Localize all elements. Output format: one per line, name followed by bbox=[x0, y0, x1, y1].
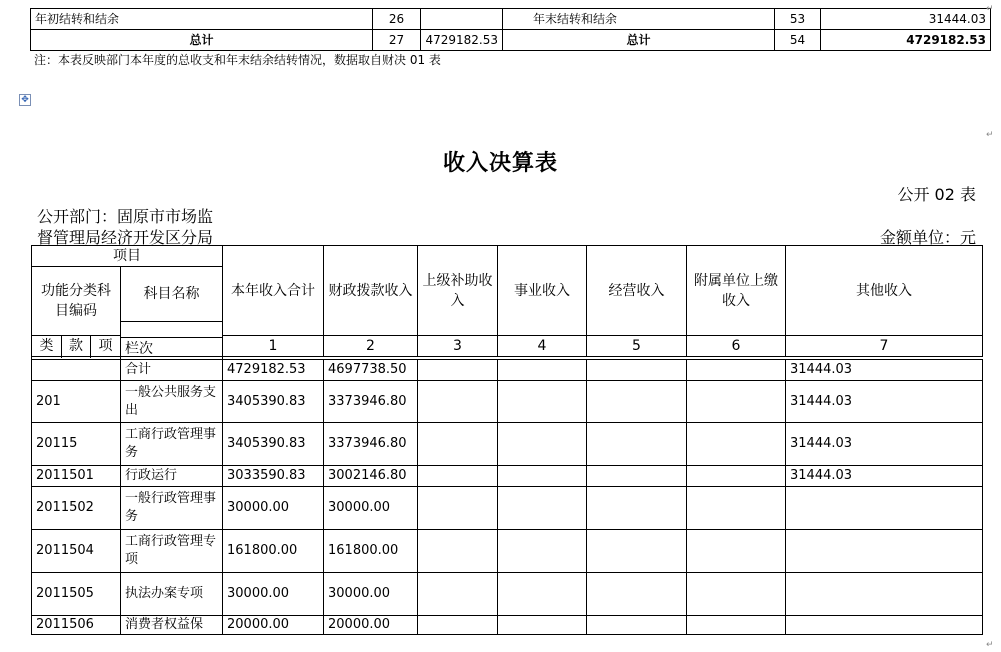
header-col-7: 其他收入 bbox=[786, 246, 983, 336]
header-col-6: 附属单位上缴收入 bbox=[687, 246, 786, 336]
col-num-4: 4 bbox=[498, 336, 587, 357]
subject-name: 工商行政管理专项 bbox=[121, 530, 223, 573]
subject-name: 行政运行 bbox=[121, 466, 223, 487]
empty-cell bbox=[687, 423, 786, 466]
col-num-1: 1 bbox=[223, 336, 324, 357]
empty-cell bbox=[498, 616, 587, 635]
value-c1: 20000.00 bbox=[223, 616, 324, 635]
subject-name: 工商行政管理事务 bbox=[121, 423, 223, 466]
summary-left-no: 27 bbox=[373, 30, 421, 51]
value-c7 bbox=[786, 616, 983, 635]
col-num-3: 3 bbox=[418, 336, 498, 357]
subject-code: 20115 bbox=[32, 423, 121, 466]
table-row bbox=[32, 530, 983, 573]
header-item: 项目 bbox=[32, 246, 223, 267]
empty-cell bbox=[498, 487, 587, 530]
value-c2: 20000.00 bbox=[324, 616, 418, 635]
empty-cell bbox=[418, 530, 498, 573]
empty-cell bbox=[687, 573, 786, 616]
value-c2: 161800.00 bbox=[324, 530, 418, 573]
value-c7: 31444.03 bbox=[786, 381, 983, 423]
table-move-handle-icon[interactable]: ✥ bbox=[19, 94, 31, 106]
subject-code: 201 bbox=[32, 381, 121, 423]
empty-cell bbox=[223, 338, 983, 360]
table-row bbox=[31, 30, 991, 51]
subject-code: 2011502 bbox=[32, 487, 121, 530]
header-lei: 类 bbox=[32, 336, 62, 357]
table-row bbox=[32, 616, 983, 635]
header-col-4: 事业收入 bbox=[498, 246, 587, 336]
header-col-5: 经营收入 bbox=[587, 246, 687, 336]
value-c2: 30000.00 bbox=[324, 487, 418, 530]
table-row bbox=[32, 487, 983, 530]
empty-cell bbox=[418, 487, 498, 530]
empty-cell bbox=[32, 338, 121, 360]
empty-cell bbox=[32, 360, 121, 381]
empty-cell bbox=[498, 466, 587, 487]
department-line-2: 督管理局经济开发区分局 bbox=[37, 228, 214, 247]
header-kuan: 款 bbox=[62, 336, 91, 357]
empty-cell bbox=[587, 573, 687, 616]
value-c1: 30000.00 bbox=[223, 573, 324, 616]
summary-right-amount: 4729182.53 bbox=[821, 30, 991, 51]
table-row bbox=[32, 423, 983, 466]
value-c1: 161800.00 bbox=[223, 530, 324, 573]
empty-cell bbox=[418, 466, 498, 487]
summary-right-label: 年末结转和结余 bbox=[503, 9, 775, 30]
page-title: 收入决算表 bbox=[442, 150, 558, 176]
paragraph-mark: ↵ bbox=[986, 4, 994, 14]
total-label: 合计 bbox=[121, 360, 223, 381]
col-num-7: 7 bbox=[786, 336, 983, 357]
header-row bbox=[32, 246, 983, 267]
summary-table bbox=[30, 8, 991, 51]
col-num-2: 2 bbox=[324, 336, 418, 357]
col-num-5: 5 bbox=[587, 336, 687, 357]
value-c2: 3373946.80 bbox=[324, 381, 418, 423]
column-no-label: 栏次 bbox=[121, 338, 223, 360]
empty-cell bbox=[498, 360, 587, 381]
summary-right-amount: 31444.03 bbox=[821, 9, 991, 30]
total-row bbox=[32, 360, 983, 381]
empty-cell bbox=[498, 423, 587, 466]
data-rows bbox=[32, 381, 983, 635]
value-c1: 30000.00 bbox=[223, 487, 324, 530]
empty-cell bbox=[687, 530, 786, 573]
table-row bbox=[32, 466, 983, 487]
empty-cell bbox=[587, 360, 687, 381]
total-c7: 31444.03 bbox=[786, 360, 983, 381]
empty-cell bbox=[687, 616, 786, 635]
summary-left-no: 26 bbox=[373, 9, 421, 30]
summary-right-no: 53 bbox=[775, 9, 821, 30]
summary-right-label: 总计 bbox=[503, 30, 775, 51]
empty-cell bbox=[587, 381, 687, 423]
summary-left-label: 总计 bbox=[31, 30, 373, 51]
paragraph-mark: ↵ bbox=[986, 640, 994, 650]
amount-unit: 金额单位：元 bbox=[879, 228, 976, 247]
header-col-1: 本年收入合计 bbox=[223, 246, 324, 336]
empty-cell bbox=[687, 487, 786, 530]
value-c7 bbox=[786, 573, 983, 616]
subject-name: 执法办案专项 bbox=[121, 573, 223, 616]
empty-cell bbox=[687, 360, 786, 381]
value-c7 bbox=[786, 530, 983, 573]
header-col-2: 财政拨款收入 bbox=[324, 246, 418, 336]
value-c2: 3002146.80 bbox=[324, 466, 418, 487]
value-c7: 31444.03 bbox=[786, 466, 983, 487]
empty-cell bbox=[498, 381, 587, 423]
summary-left-label: 年初结转和结余 bbox=[31, 9, 373, 30]
header-xiang: 项 bbox=[91, 336, 121, 357]
table-row bbox=[31, 9, 991, 30]
table-note: 注：本表反映部门本年度的总收支和年末结余结转情况，数据取自财决 01 表 bbox=[34, 53, 441, 67]
empty-cell bbox=[687, 466, 786, 487]
form-code: 公开 02 表 bbox=[897, 185, 976, 204]
empty-cell bbox=[418, 360, 498, 381]
table-row bbox=[32, 381, 983, 423]
empty-cell bbox=[498, 530, 587, 573]
total-c2: 4697738.50 bbox=[324, 360, 418, 381]
empty-cell bbox=[498, 573, 587, 616]
income-table-body bbox=[31, 337, 983, 635]
summary-left-amount bbox=[421, 9, 503, 30]
table-row bbox=[32, 573, 983, 616]
value-c1: 3033590.83 bbox=[223, 466, 324, 487]
empty-cell bbox=[587, 616, 687, 635]
subject-code: 2011506 bbox=[32, 616, 121, 635]
subject-code: 2011505 bbox=[32, 573, 121, 616]
header-subject-name: 科目名称 bbox=[121, 267, 223, 322]
paragraph-mark: ↵ bbox=[986, 130, 994, 140]
subject-name: 一般公共服务支出 bbox=[121, 381, 223, 423]
value-c7: 31444.03 bbox=[786, 423, 983, 466]
subject-code: 2011501 bbox=[32, 466, 121, 487]
empty-cell bbox=[418, 573, 498, 616]
header-col-3: 上级补助收入 bbox=[418, 246, 498, 336]
summary-left-amount: 4729182.53 bbox=[421, 30, 503, 51]
subject-code: 2011504 bbox=[32, 530, 121, 573]
department-line-1: 公开部门：固原市市场监 bbox=[37, 207, 214, 226]
summary-right-no: 54 bbox=[775, 30, 821, 51]
column-number-label-row bbox=[32, 338, 983, 360]
col-num-6: 6 bbox=[687, 336, 786, 357]
subject-name: 消费者权益保 bbox=[121, 616, 223, 635]
value-c1: 3405390.83 bbox=[223, 381, 324, 423]
value-c2: 30000.00 bbox=[324, 573, 418, 616]
value-c7 bbox=[786, 487, 983, 530]
value-c1: 3405390.83 bbox=[223, 423, 324, 466]
empty-cell bbox=[587, 423, 687, 466]
header-func-code: 功能分类科目编码 bbox=[32, 267, 121, 336]
value-c2: 3373946.80 bbox=[324, 423, 418, 466]
empty-cell bbox=[587, 487, 687, 530]
empty-cell bbox=[587, 466, 687, 487]
empty-cell bbox=[418, 616, 498, 635]
total-c1: 4729182.53 bbox=[223, 360, 324, 381]
empty-cell bbox=[687, 381, 786, 423]
empty-cell bbox=[418, 381, 498, 423]
subject-name: 一般行政管理事务 bbox=[121, 487, 223, 530]
empty-cell bbox=[587, 530, 687, 573]
empty-cell bbox=[418, 423, 498, 466]
